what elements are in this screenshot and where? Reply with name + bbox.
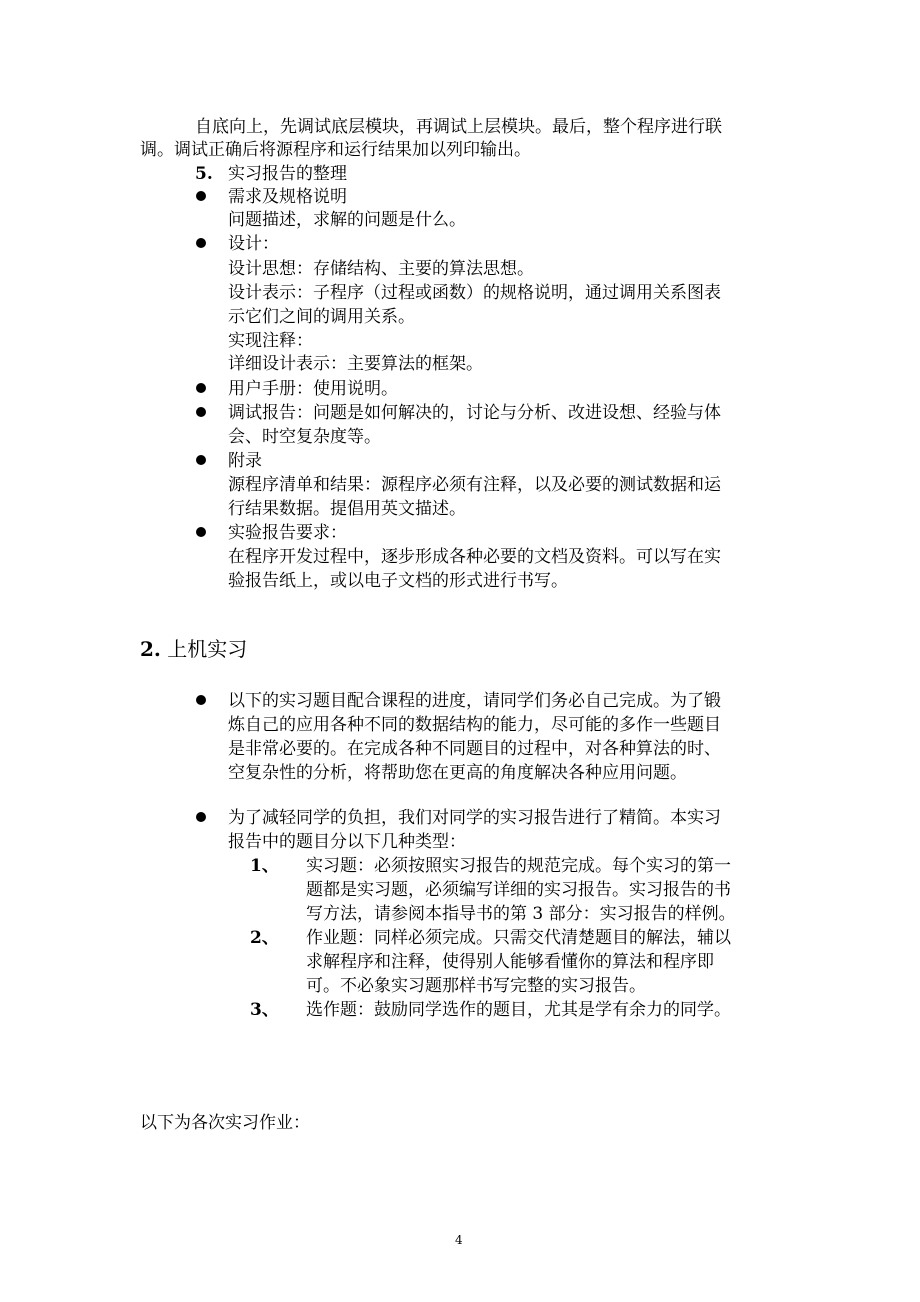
list-item-text: 行结果数据。提倡用英文描述。 — [228, 499, 466, 519]
footer-paragraph: 以下为各次实习作业： — [140, 1113, 310, 1133]
paragraph-line: 报告中的题目分以下几种类型： — [228, 832, 466, 852]
bullet-icon — [196, 455, 206, 465]
paragraph-line: 以下的实习题目配合课程的进度，请同学们务必自己完成。为了锻 — [228, 691, 721, 711]
type-text: 实习题：必须按照实习报告的规范完成。每个实习的第一 — [306, 856, 731, 876]
type-text: 可。不必象实习题那样书写完整的实习报告。 — [306, 976, 646, 996]
list-item-title: 设计： — [228, 234, 279, 254]
list-item-title: 用户手册：使用说明。 — [228, 379, 398, 399]
list-item-title: 需求及规格说明 — [228, 187, 347, 207]
list-item-text: 设计思想：存储结构、主要的算法思想。 — [228, 259, 534, 279]
list-item-title: 实验报告要求： — [228, 523, 347, 543]
type-number: 3、 — [250, 1000, 279, 1020]
type-text: 求解程序和注释，使得别人能够看懂你的算法和程序即 — [306, 952, 714, 972]
list-item-text: 源程序清单和结果：源程序必须有注释，以及必要的测试数据和运 — [228, 475, 721, 495]
section-number: 5. — [195, 164, 213, 184]
section-title: 实习报告的整理 — [228, 164, 347, 184]
section-heading-dot: . — [153, 637, 161, 661]
type-number: 2、 — [250, 928, 279, 948]
type-text: 作业题：同样必须完成。只需交代清楚题目的解法，辅以 — [306, 928, 731, 948]
bullet-icon — [196, 383, 206, 393]
list-item-text: 示它们之间的调用关系。 — [228, 307, 415, 327]
paragraph-line: 空复杂性的分析，将帮助您在更高的角度解决各种应用问题。 — [228, 763, 687, 783]
bullet-icon — [196, 527, 206, 537]
list-item-text: 实现注释： — [228, 331, 313, 351]
type-text: 选作题：鼓励同学选作的题目，尤其是学有余力的同学。 — [306, 1000, 731, 1020]
page-number: 4 — [455, 1233, 463, 1247]
list-item-title: 调试报告：问题是如何解决的，讨论与分析、改进设想、经验与体 — [228, 403, 721, 423]
type-text: 题都是实习题，必须编写详细的实习报告。实习报告的书 — [306, 880, 731, 900]
list-item-title: 附录 — [228, 451, 262, 471]
type-text: 写方法，请参阅本指导书的第 3 部分：实习报告的样例。 — [306, 904, 736, 924]
section-heading — [140, 637, 247, 661]
bullet-icon — [196, 812, 206, 822]
section-heading-text: 上机实习 — [167, 637, 248, 661]
paragraph-line: 自底向上，先调试底层模块，再调试上层模块。最后，整个程序进行联 — [195, 117, 722, 137]
paragraph-line: 调。调试正确后将源程序和运行结果加以列印输出。 — [140, 140, 531, 160]
list-item-text: 问题描述，求解的问题是什么。 — [228, 210, 466, 230]
list-item-text: 详细设计表示：主要算法的框架。 — [228, 354, 483, 374]
section-heading-number: 2 — [140, 637, 154, 661]
paragraph-line: 为了减轻同学的负担，我们对同学的实习报告进行了精简。本实习 — [228, 808, 721, 828]
bullet-icon — [196, 238, 206, 248]
list-item-text: 设计表示：子程序（过程或函数）的规格说明，通过调用关系图表 — [228, 283, 721, 303]
list-item-text: 会、时空复杂度等。 — [228, 427, 381, 447]
paragraph-line: 是非常必要的。在完成各种不同题目的过程中，对各种算法的时、 — [228, 739, 721, 759]
list-item-text: 验报告纸上，或以电子文档的形式进行书写。 — [228, 571, 568, 591]
type-number: 1、 — [250, 856, 279, 876]
bullet-icon — [196, 407, 206, 417]
bullet-icon — [196, 695, 206, 705]
bullet-icon — [196, 191, 206, 201]
paragraph-line: 炼自己的应用各种不同的数据结构的能力，尽可能的多作一些题目 — [228, 715, 721, 735]
list-item-text: 在程序开发过程中，逐步形成各种必要的文档及资料。可以写在实 — [228, 547, 721, 567]
